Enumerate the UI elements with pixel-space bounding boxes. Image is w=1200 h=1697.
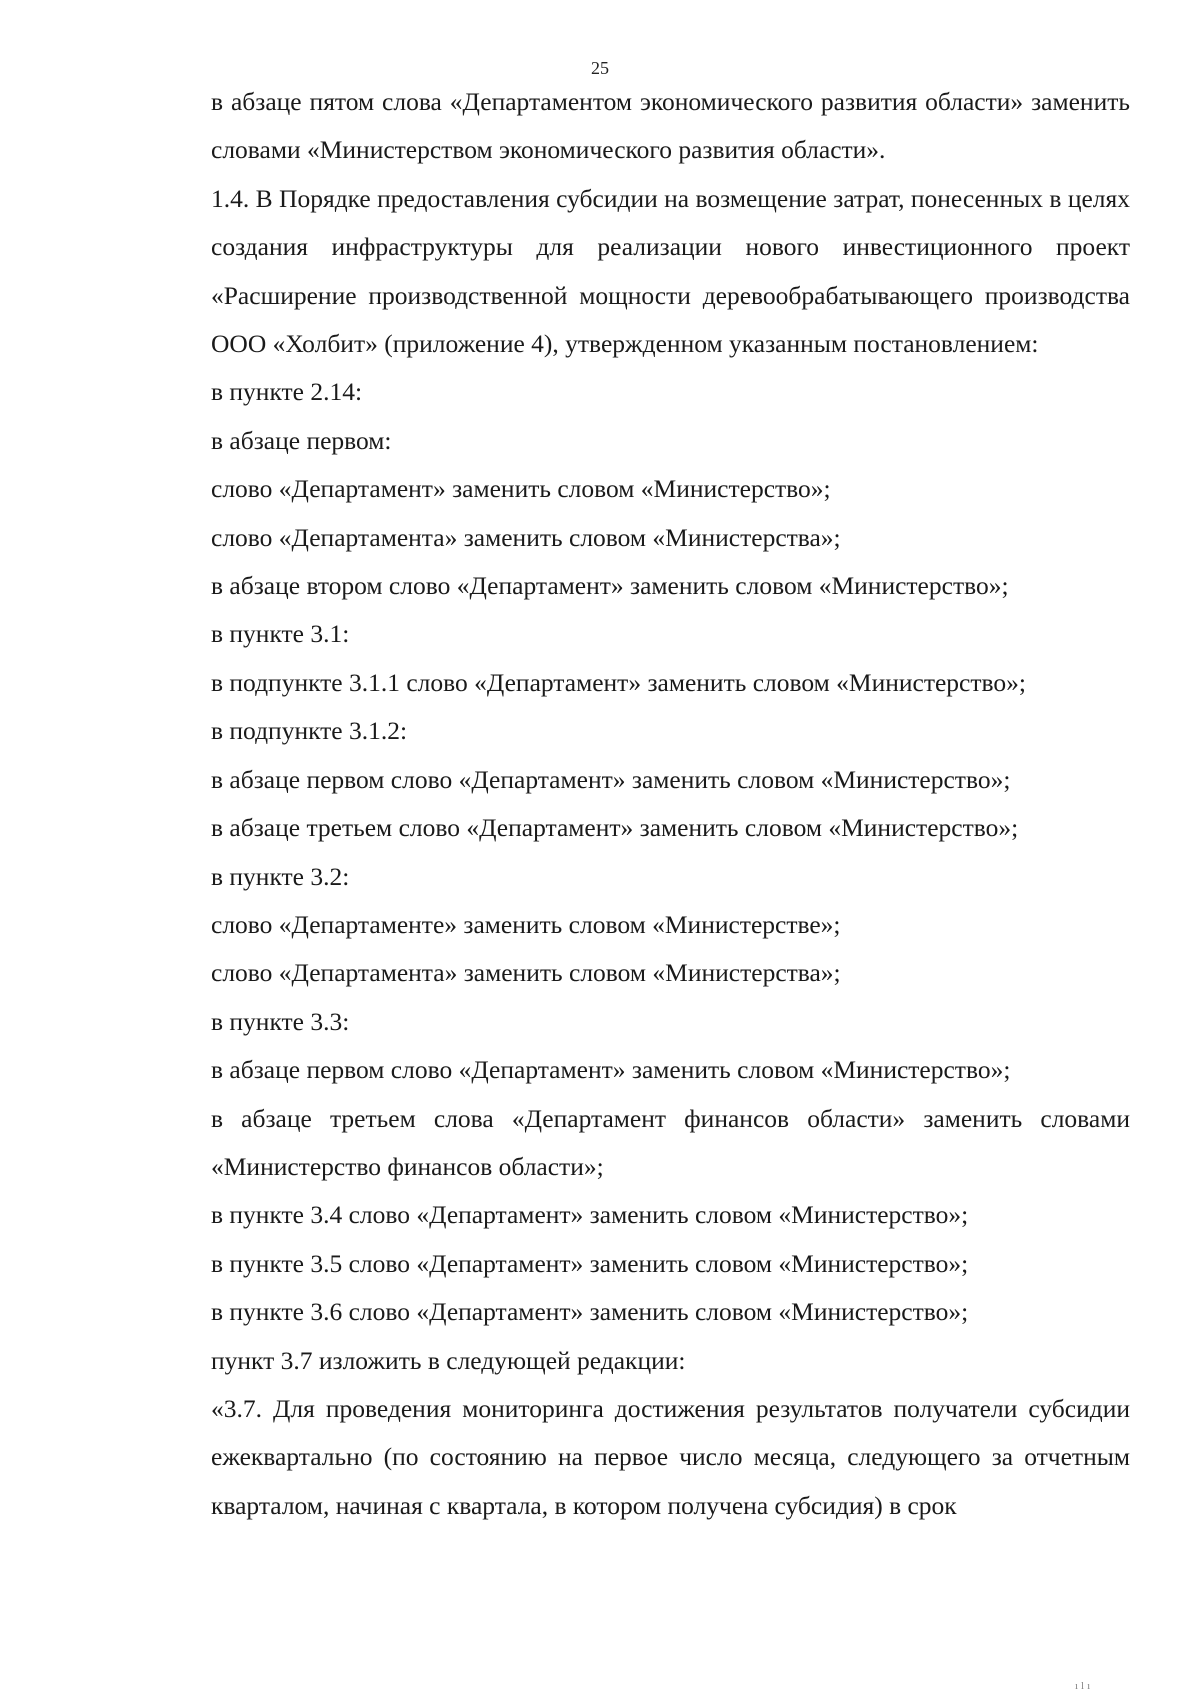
scan-mark: ılı [1075,1680,1094,1692]
paragraph: в пункте 3.6 слово «Департамент» заменить словом «Министерство»; [211,1297,969,1327]
paragraph: в пункте 3.2: [211,861,350,891]
paragraph: слово «Департамента» заменить словом «Министерства»; [211,522,841,552]
paragraph: «3.7. Для проведения мониторинга достижения результатов получатели субсидии ежеквартально (по состоянию на первое число месяца, следующего за отчетным кварталом, начиная с квартала, в котором получена субсидия) в срок [211,1393,1130,1520]
paragraph: в пункте 3.1: [211,619,350,649]
paragraph: в абзаце первом слово «Департамент» заменить словом «Министерство»; [211,764,1011,794]
paragraph: в пункте 3.4 слово «Департамент» заменить словом «Министерство»; [211,1200,969,1230]
page-number: 25 [591,58,609,78]
paragraph: в абзаце первом: [211,425,392,455]
paragraph: слово «Департамент» заменить словом «Министерство»; [211,474,831,504]
paragraph: в подпункте 3.1.1 слово «Департамент» заменить словом «Министерство»; [211,667,1026,697]
paragraph: слово «Департаменте» заменить словом «Министерстве»; [211,909,841,939]
paragraph: 1.4. В Порядке предоставления субсидии на возмещение затрат, понесенных в целях создания инфраструктуры для реализации нового инвестиционного проект «Расширение производственной мощности деревообрабатывающего производства ООО «Холбит» (приложение 4), утвержденном указанным постановлением: [211,183,1130,359]
paragraph: в пункте 2.14: [211,377,363,407]
paragraph: в пункте 3.3: [211,1006,350,1036]
paragraph: в абзаце первом слово «Департамент» заменить словом «Министерство»; [211,1055,1011,1085]
paragraph: в пункте 3.5 слово «Департамент» заменить словом «Министерство»; [211,1248,969,1278]
paragraph: в абзаце втором слово «Департамент» заменить словом «Министерство»; [211,571,1009,601]
paragraph: слово «Департамента» заменить словом «Министерства»; [211,958,841,988]
paragraph: пункт 3.7 изложить в следующей редакции: [211,1345,686,1375]
paragraph: в абзаце третьем слова «Департамент финансов области» заменить словами «Министерство финансов области»; [211,1103,1130,1181]
paragraph: в абзаце третьем слово «Департамент» заменить словом «Министерство»; [211,813,1019,843]
paragraph: в абзаце пятом слова «Департаментом экономического развития области» заменить словами «Министерством экономического развития области». [211,87,1130,165]
paragraph: в подпункте 3.1.2: [211,716,408,746]
document-body [138,78,1130,1530]
